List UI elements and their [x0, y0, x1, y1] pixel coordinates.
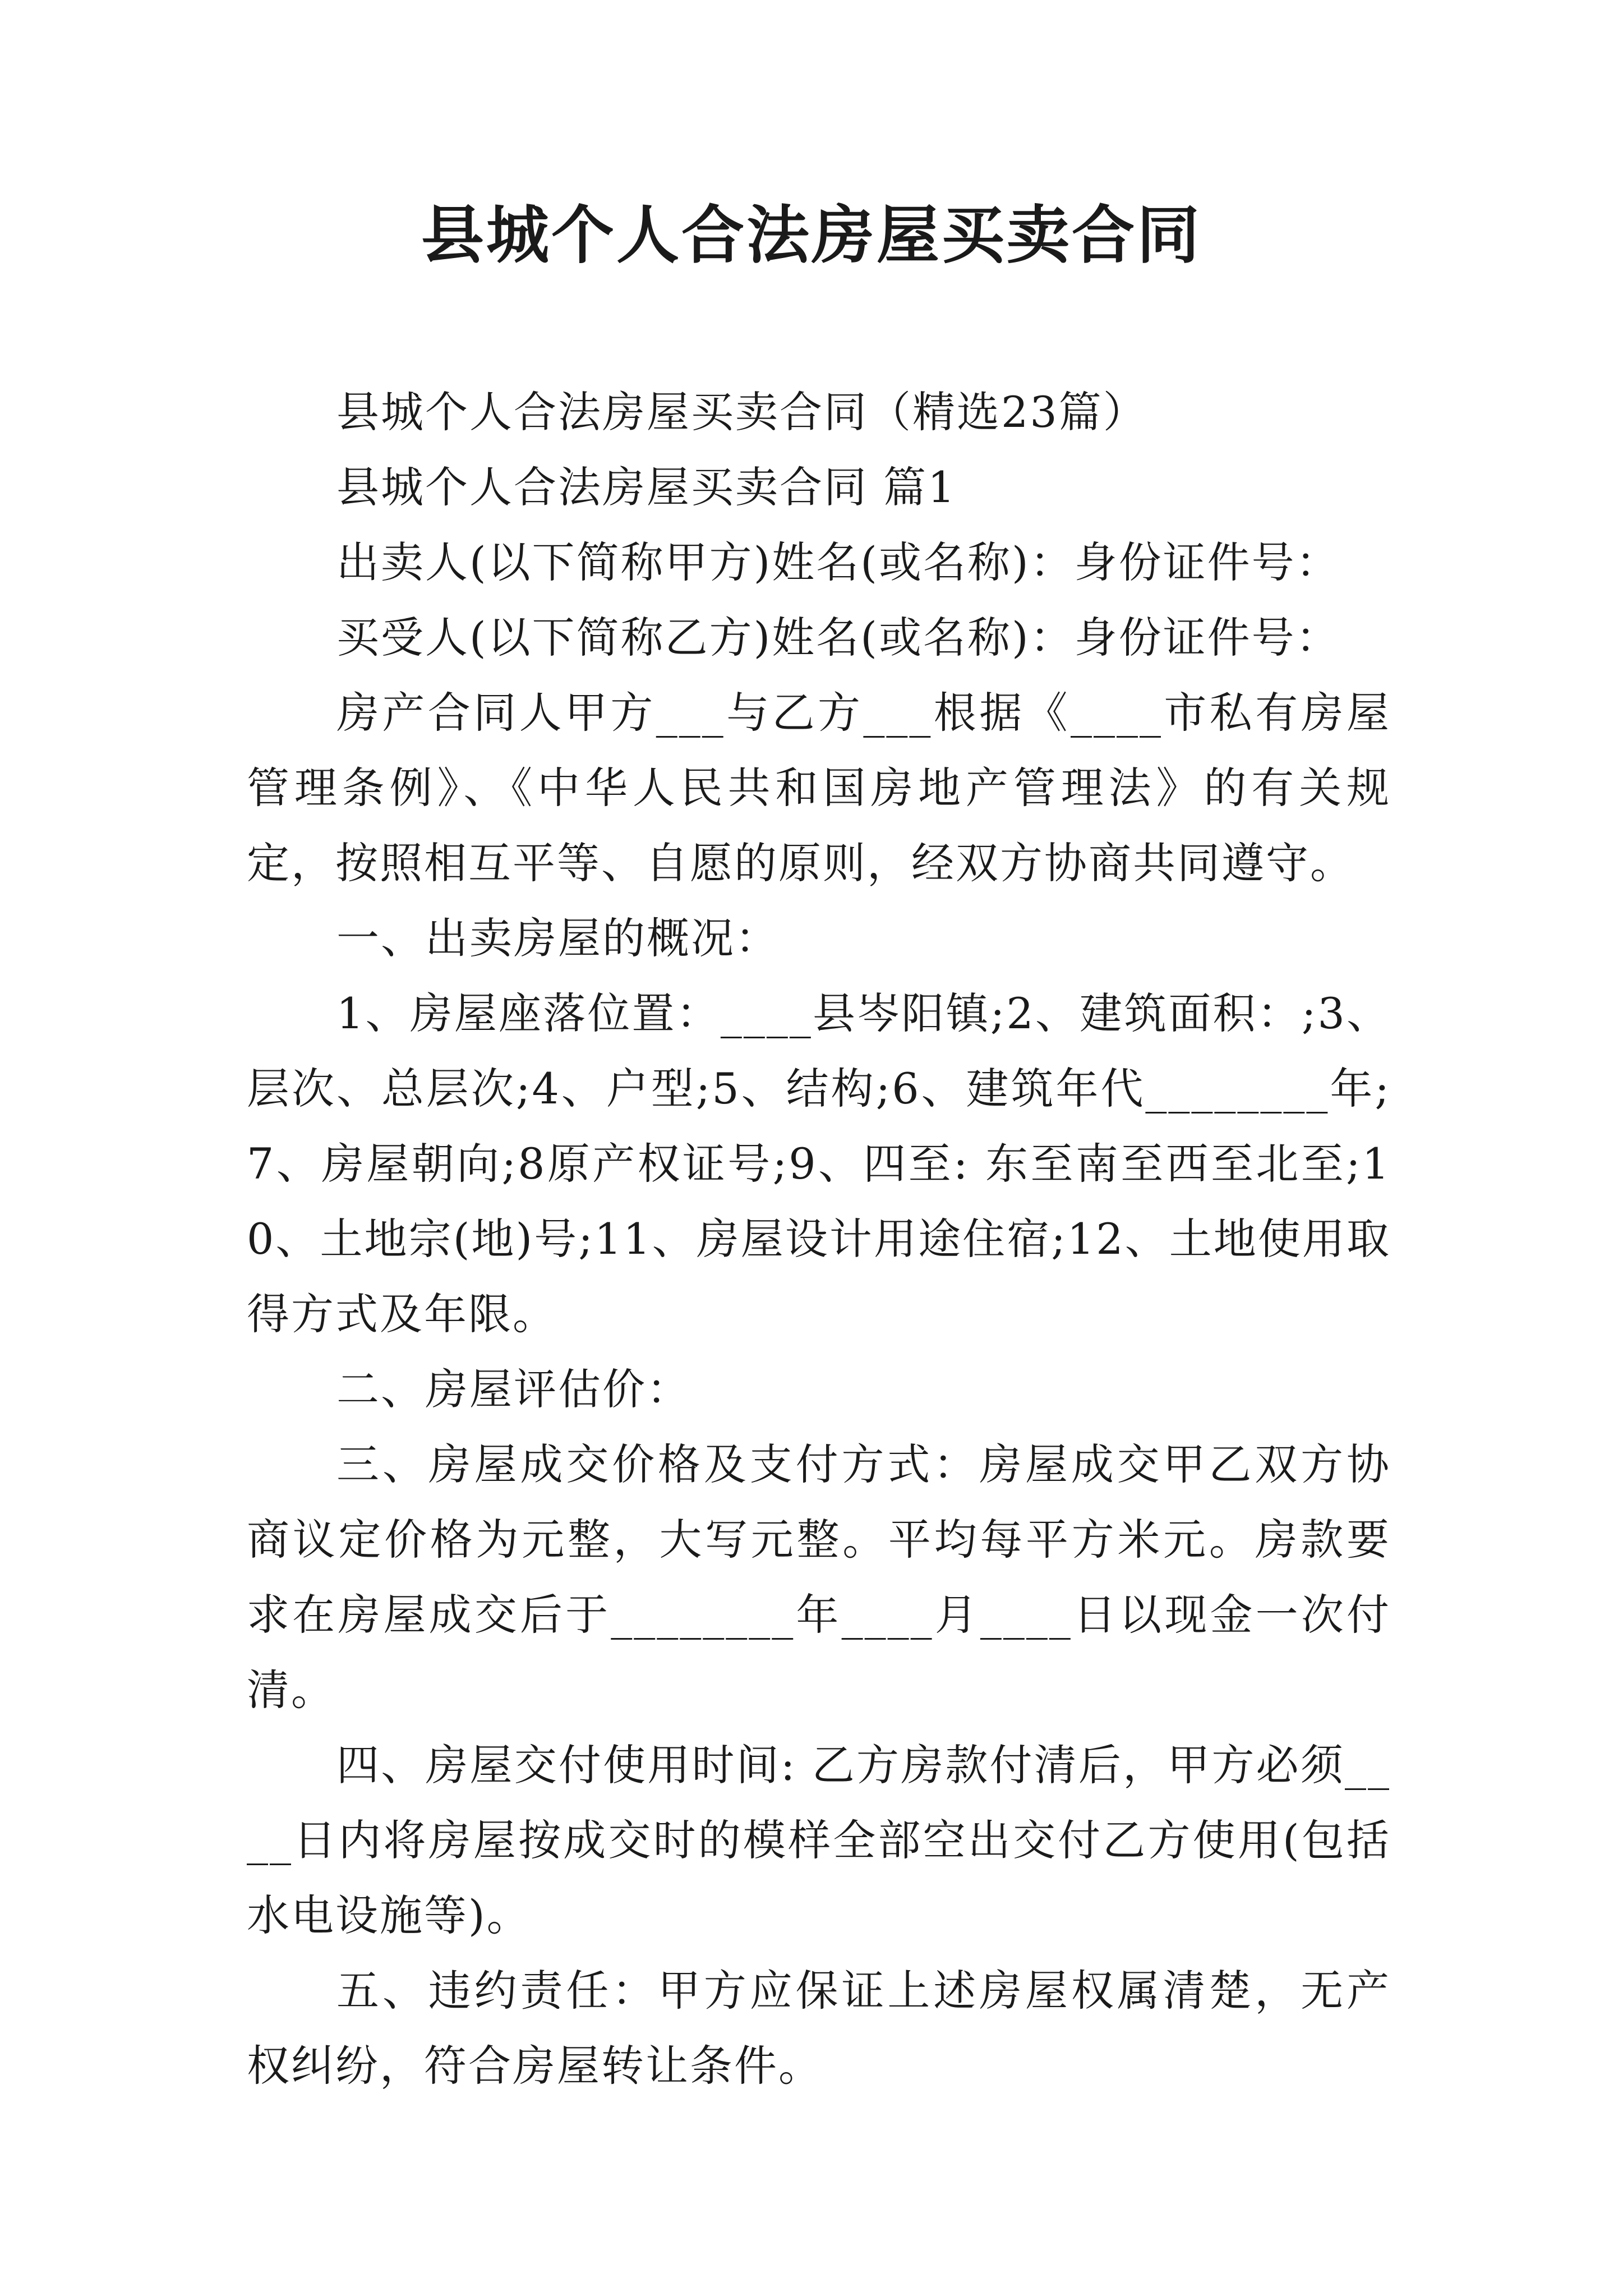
paragraph-seller: 出卖人(以下简称甲方)姓名(或名称)：身份证件号： — [336, 537, 1340, 587]
document-title: 县城个人合法房屋买卖合同 — [421, 199, 1202, 272]
document-body — [247, 375, 1391, 2104]
paragraph-collection-title: 县城个人合法房屋买卖合同（精选23篇） — [336, 387, 1147, 437]
paragraph-clause-4: 四、房屋交付使用时间: 乙方房款付清后，甲方必须____日内将房屋按成交时的模样全部空出交付乙方使用(包括水电设施等)。 — [247, 1740, 1391, 1940]
paragraph-clause-1-heading: 一、出卖房屋的概况： — [336, 913, 780, 963]
paragraph-clause-3: 三、房屋成交价格及支付方式：房屋成交甲乙双方协商议定价格为元整，大写元整。平均每平方米元。房款要求在房屋成交后于________年____月____日以现金一次付清。 — [247, 1439, 1391, 1715]
paragraph-property-details: 1、房屋座落位置：____县岑阳镇;2、建筑面积：;3、层次、总层次;4、户型;5、结构;6、建筑年代________年;7、房屋朝向;8原产权证号;9、四至: 东至南至西至北至;10、土地宗(地)号;11、房屋设计用途住宿;12、土地使用取得方式及年限。 — [247, 988, 1391, 1339]
paragraph-clause-5: 五、违约责任：甲方应保证上述房屋权属清楚，无产权纠纷，符合房屋转让条件。 — [247, 1966, 1391, 2091]
paragraph-section-heading: 县城个人合法房屋买卖合同 篇1 — [336, 462, 957, 512]
paragraph-preamble: 房产合同人甲方___与乙方___根据《____市私有房屋管理条例》、《中华人民共和国房地产管理法》的有关规定，按照相互平等、自愿的原则，经双方协商共同遵守。 — [247, 688, 1391, 888]
paragraph-clause-2: 二、房屋评估价： — [336, 1364, 691, 1414]
paragraph-buyer: 买受人(以下简称乙方)姓名(或名称)：身份证件号： — [336, 613, 1340, 662]
